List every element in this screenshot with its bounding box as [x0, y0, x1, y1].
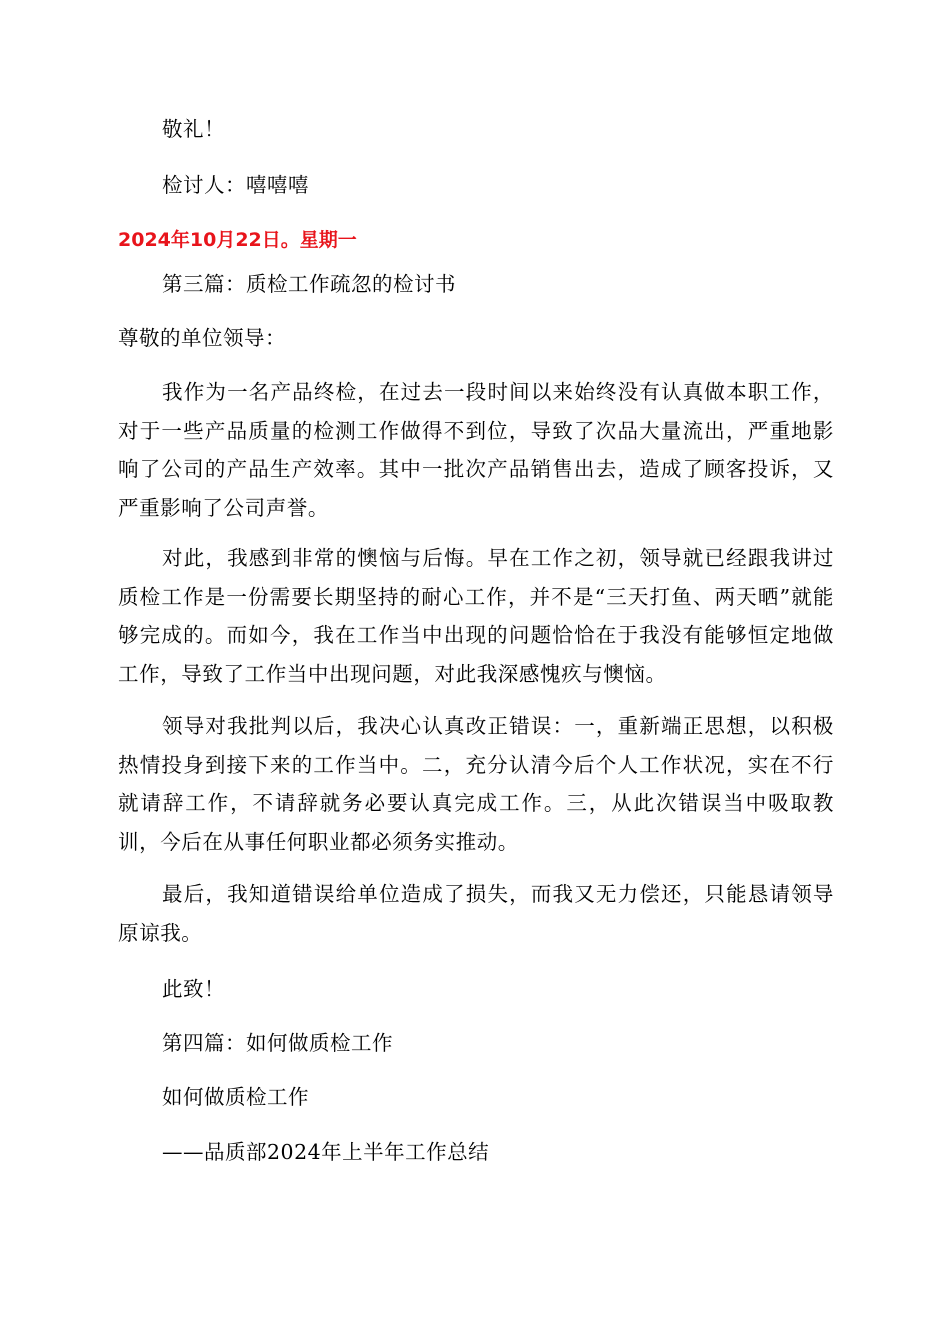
closing-line: 此致！: [162, 977, 225, 1001]
section4-title: 第四篇：如何做质检工作: [162, 1031, 393, 1055]
paragraph-2: 对此，我感到非常的懊恼与后悔。早在工作之初，领导就已经跟我讲过质检工作是一份需要长期坚持的耐心工作，并不是“三天打鱼、两天晒”就能够完成的。而如今，我在工作当中出现的问题恰恰在于我没有能够恒定地做工作，导致了工作当中出现问题，对此我深感愧疚与懊恼。: [118, 546, 834, 686]
section4-subtitle: ——品质部2024年上半年工作总结: [162, 1140, 490, 1164]
paragraph-1: 我作为一名产品终检，在过去一段时间以来始终没有认真做本职工作，对于一些产品质量的检测工作做得不到位，导致了次品大量流出，严重地影响了公司的产品生产效率。其中一批次产品销售出去，造成了顾客投诉，又严重影响了公司声誉。: [118, 380, 834, 520]
closing-salute: 敬礼！: [162, 117, 225, 141]
paragraph-3: 领导对我批判以后，我决心认真改正错误：一，重新端正思想，以积极热情投身到接下来的工作当中。二，充分认清今后个人工作状况，实在不行就请辞工作，不请辞就务必要认真完成工作。三，从此次错误当中吸取教训，今后在从事任何职业都必须务实推动。: [118, 714, 834, 854]
signer-line: 检讨人：嘻嘻嘻: [162, 173, 309, 197]
section3-title: 第三篇：质检工作疏忽的检讨书: [162, 272, 456, 296]
paragraph-4: 最后，我知道错误给单位造成了损失，而我又无力偿还，只能恳请领导原谅我。: [118, 882, 834, 945]
section4-heading: 如何做质检工作: [162, 1085, 309, 1109]
date-line: 2024年10月22日。星期一: [118, 229, 357, 251]
salutation: 尊敬的单位领导：: [118, 326, 286, 350]
